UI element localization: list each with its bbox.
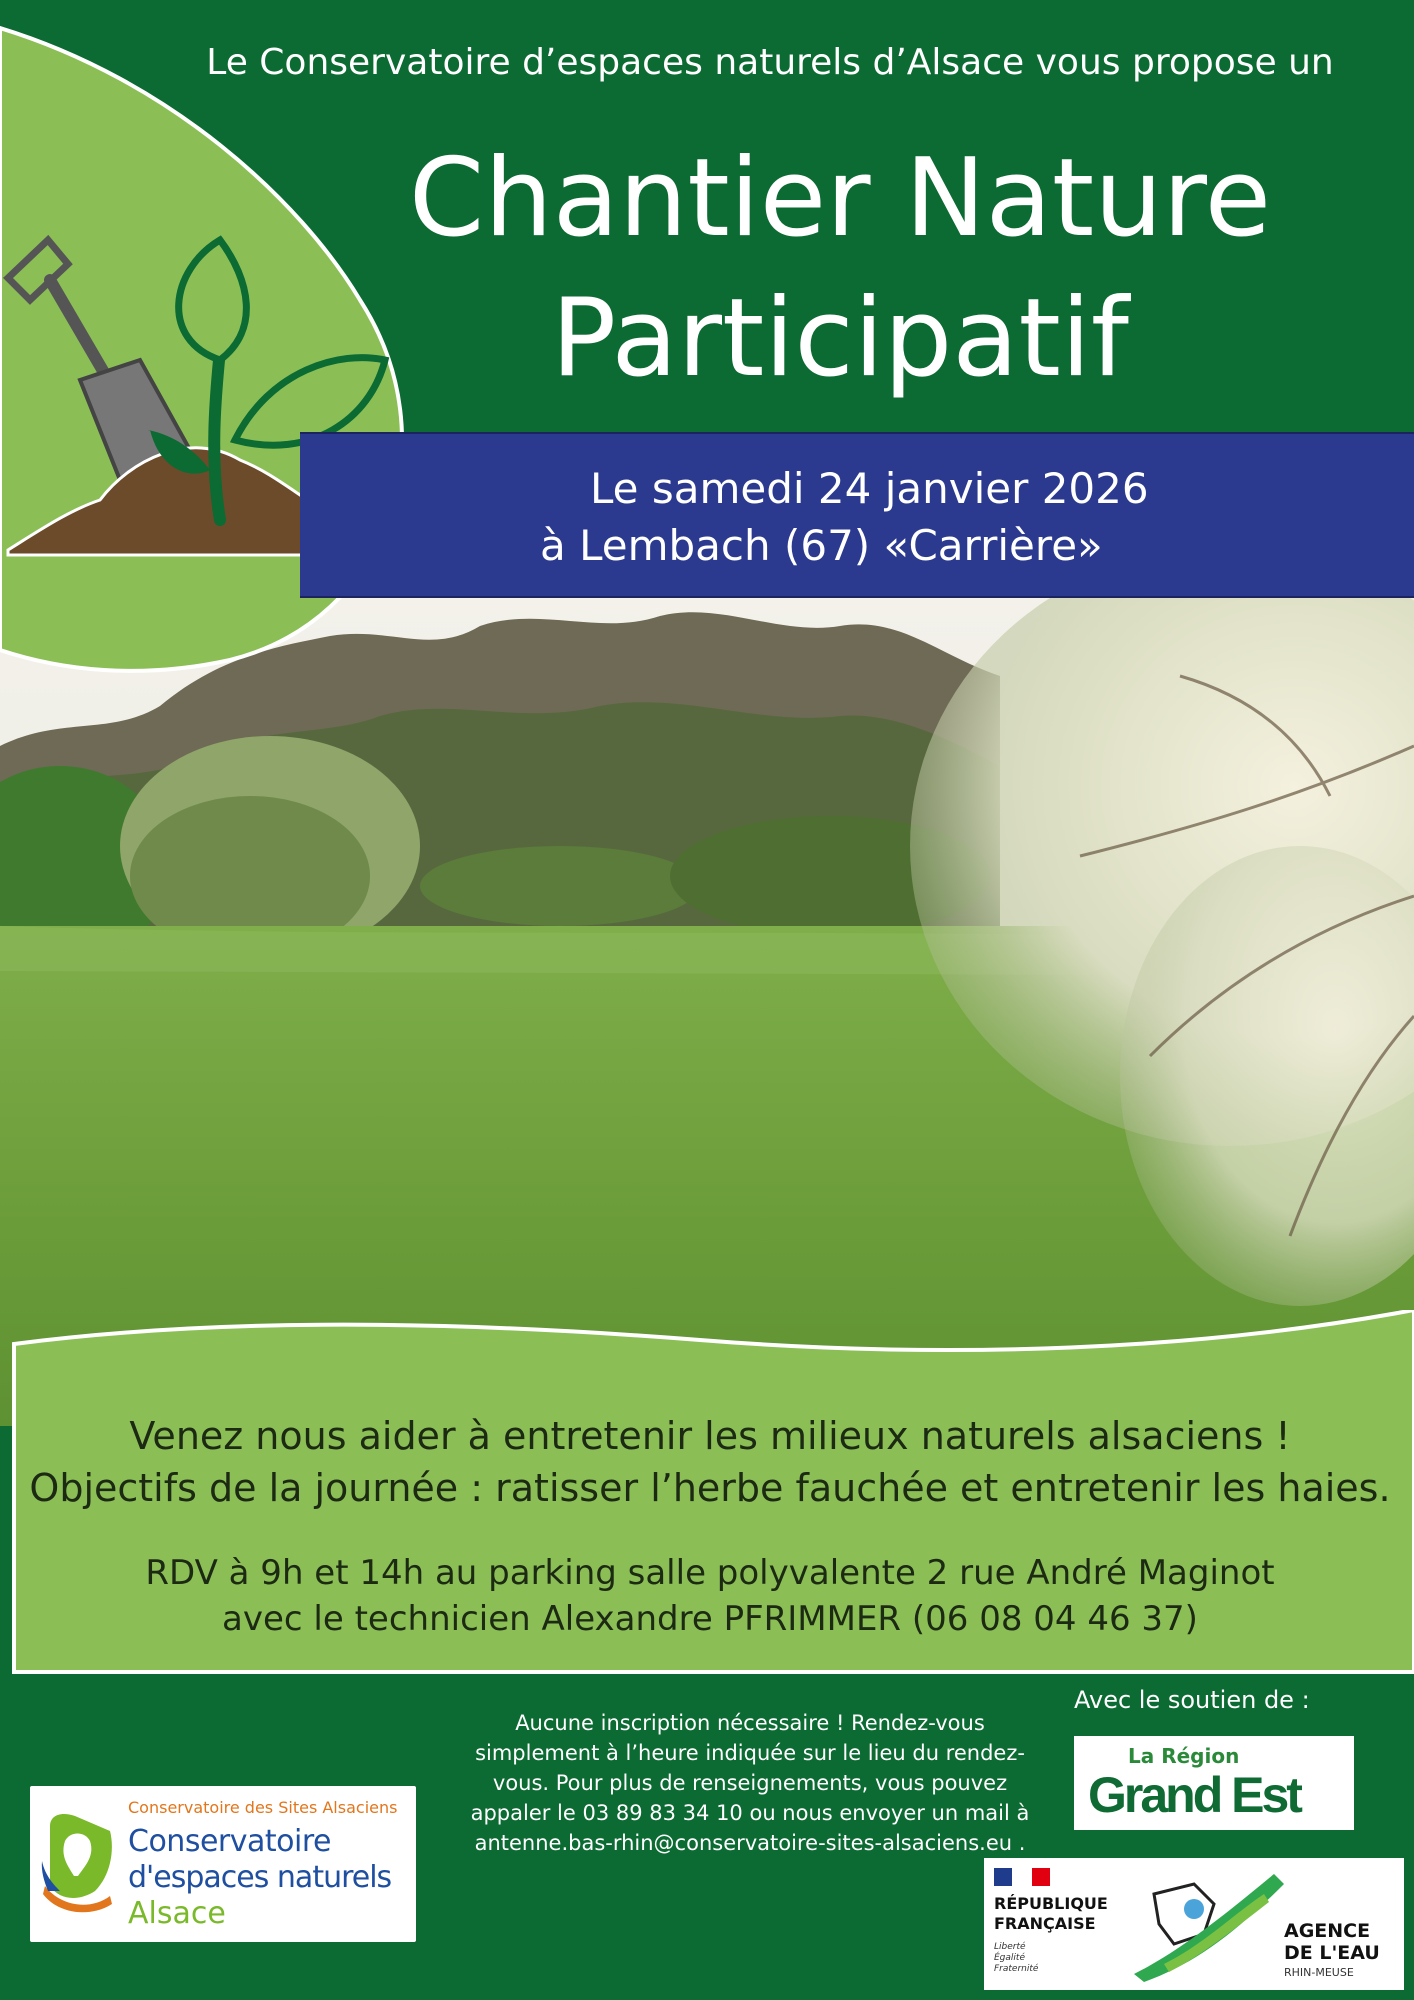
cen-alsace-logo — [30, 1786, 416, 1942]
note-line-4: appaler le 03 89 83 34 10 ou nous envoyer un mail à — [470, 1801, 1030, 1825]
ae-line-2: DE L'EAU — [1284, 1942, 1380, 1964]
cen-line-1: Conservatoire — [128, 1824, 331, 1859]
ae-line-3: RHIN-MEUSE — [1284, 1966, 1354, 1979]
rf-motto-2: Égalité — [994, 1953, 1025, 1963]
meadow-photo — [0, 596, 1414, 1426]
rf-motto-3: Fraternité — [994, 1964, 1039, 1974]
support-label: Avec le soutien de : — [1074, 1686, 1310, 1714]
rf-motto-1: Liberté — [994, 1942, 1026, 1952]
rf-line-1: RÉPUBLIQUE — [994, 1894, 1108, 1913]
cen-leaf-icon — [40, 1806, 120, 1916]
ae-line-1: AGENCE — [1284, 1920, 1371, 1942]
info-intro — [15, 1410, 1405, 1514]
intro-text: Le Conservatoire d’espaces naturels d’Alsace vous propose un — [206, 42, 1334, 83]
info-line-1: Venez nous aider à entretenir les milieux naturels alsaciens ! — [129, 1414, 1291, 1458]
rf-motto — [994, 1942, 1038, 1975]
title-line-2: Participatif — [551, 276, 1129, 401]
info-line-2: Objectifs de la journée : ratisser l’herbe fauchée et entretenir les haies. — [29, 1466, 1391, 1510]
note-line-1: Aucune inscription nécessaire ! Rendez-vous — [515, 1711, 985, 1735]
grand-est-big-text: Grand Est — [1088, 1767, 1300, 1823]
agence-eau-graphic-icon — [1134, 1864, 1284, 1984]
cen-line-3: Alsace — [128, 1896, 226, 1931]
cen-line-2: d'espaces naturels — [128, 1860, 392, 1895]
cen-small-text: Conservatoire des Sites Alsaciens — [128, 1798, 398, 1817]
grand-est-logo — [1074, 1736, 1354, 1830]
note-line-2: simplement à l’heure indiquée sur le lieu du rendez- — [475, 1741, 1025, 1765]
grand-est-small-text: La Région — [1128, 1744, 1240, 1768]
note-line-5: antenne.bas-rhin@conservatoire-sites-alsaciens.eu . — [474, 1831, 1026, 1855]
info-meeting — [15, 1550, 1405, 1642]
info-line-4: avec le technicien Alexandre PFRIMMER (06 08 04 46 37) — [222, 1599, 1198, 1639]
marianne-flag-icon — [994, 1868, 1050, 1886]
practical-note — [430, 1708, 1070, 1858]
title-line-1: Chantier Nature — [408, 136, 1272, 261]
date-band — [300, 432, 1414, 598]
rf-line-2: FRANÇAISE — [994, 1914, 1096, 1933]
event-date: Le samedi 24 janvier 2026 — [590, 464, 1149, 513]
info-line-3: RDV à 9h et 14h au parking salle polyvalente 2 rue André Maginot — [145, 1553, 1275, 1593]
event-place: à Lembach (67) «Carrière» — [540, 521, 1103, 570]
state-partners-logo — [984, 1858, 1404, 1990]
note-line-3: vous. Pour plus de renseignements, vous pouvez — [492, 1771, 1008, 1795]
